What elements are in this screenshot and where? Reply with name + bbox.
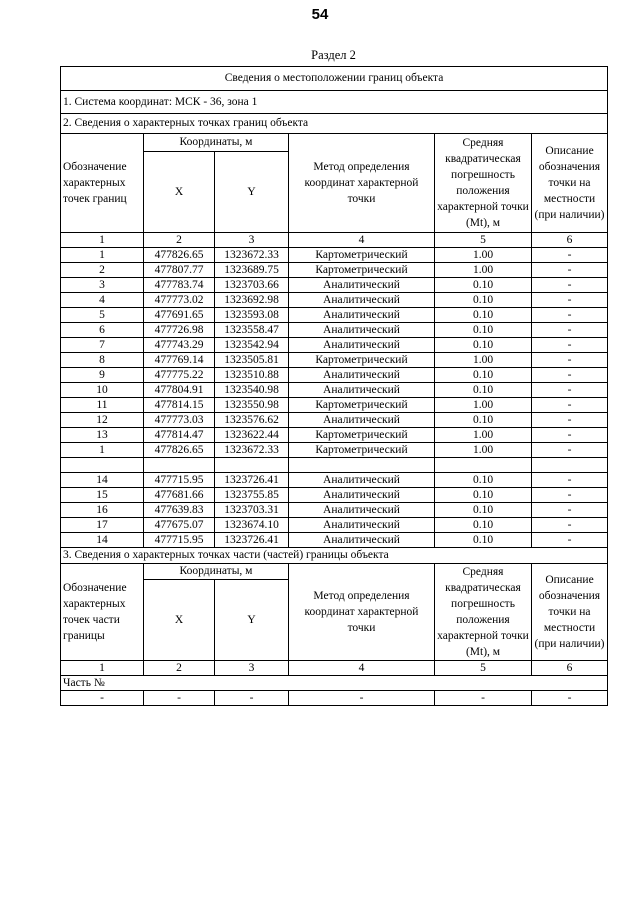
- column-numbers-row: [61, 233, 608, 248]
- point-number: 12: [61, 413, 144, 428]
- method: Картометрический: [289, 443, 435, 458]
- coord-y: 1323703.31: [215, 503, 289, 518]
- description: -: [532, 518, 608, 533]
- coord-x: 477691.65: [144, 308, 215, 323]
- coord-x: 477743.29: [144, 338, 215, 353]
- description: -: [532, 338, 608, 353]
- error: 0.10: [435, 518, 532, 533]
- error: 1.00: [435, 263, 532, 278]
- coord-x: 477783.74: [144, 278, 215, 293]
- point-number: 5: [61, 308, 144, 323]
- method: Аналитический: [289, 383, 435, 398]
- coord-y: 1323622.44: [215, 428, 289, 443]
- column-number: 2: [144, 661, 215, 676]
- point-number: 14: [61, 533, 144, 548]
- section3-title: 3. Сведения о характерных точках части (частей) границы объекта: [61, 548, 608, 564]
- coord-y: 1323672.33: [215, 248, 289, 263]
- header-description: Описание обозначения точки на местности (при наличии): [532, 134, 608, 233]
- header-designation-parts: Обозначение характерных точек части границы: [61, 564, 144, 661]
- point-number: 11: [61, 398, 144, 413]
- table-row: [61, 413, 608, 428]
- point-number: 2: [61, 263, 144, 278]
- description: -: [532, 443, 608, 458]
- description: -: [532, 533, 608, 548]
- error: 0.10: [435, 488, 532, 503]
- error: 0.10: [435, 413, 532, 428]
- column-number: 6: [532, 233, 608, 248]
- method: Картометрический: [289, 263, 435, 278]
- point-number: 6: [61, 323, 144, 338]
- description: -: [532, 293, 608, 308]
- method: Аналитический: [289, 323, 435, 338]
- error: 1.00: [435, 398, 532, 413]
- column-number: 5: [435, 661, 532, 676]
- description: -: [532, 488, 608, 503]
- coord-y: 1323576.62: [215, 413, 289, 428]
- coord-y: 1323726.41: [215, 473, 289, 488]
- coord-x: 477773.02: [144, 293, 215, 308]
- table-row: [61, 278, 608, 293]
- method: Аналитический: [289, 473, 435, 488]
- column-number: 1: [61, 233, 144, 248]
- table-title: Сведения о местоположении границ объекта: [61, 67, 608, 91]
- error: 0.10: [435, 293, 532, 308]
- description: -: [532, 353, 608, 368]
- error: 1.00: [435, 248, 532, 263]
- description: -: [532, 383, 608, 398]
- coord-y: 1323593.08: [215, 308, 289, 323]
- table-row: [61, 503, 608, 518]
- coord-y: 1323550.98: [215, 398, 289, 413]
- description: -: [532, 308, 608, 323]
- method: Аналитический: [289, 368, 435, 383]
- error: 0.10: [435, 503, 532, 518]
- method: Картометрический: [289, 353, 435, 368]
- column-number: 2: [144, 233, 215, 248]
- spacer-row: [61, 458, 608, 473]
- description: -: [532, 428, 608, 443]
- table-row: [61, 368, 608, 383]
- table-row: [61, 473, 608, 488]
- part-label: Часть №: [61, 676, 608, 691]
- part-cell: -: [215, 691, 289, 706]
- coord-y: 1323703.66: [215, 278, 289, 293]
- coord-x: 477775.22: [144, 368, 215, 383]
- coord-x: 477726.98: [144, 323, 215, 338]
- part-cell: -: [289, 691, 435, 706]
- coord-y: 1323542.94: [215, 338, 289, 353]
- table-row: [61, 338, 608, 353]
- part-cell: -: [144, 691, 215, 706]
- boundary-table: [60, 66, 608, 706]
- column-number: 4: [289, 661, 435, 676]
- coord-x: 477814.47: [144, 428, 215, 443]
- point-number: 3: [61, 278, 144, 293]
- table-row: [61, 308, 608, 323]
- method: Аналитический: [289, 413, 435, 428]
- method: Аналитический: [289, 518, 435, 533]
- part-cell: -: [61, 691, 144, 706]
- method: Аналитический: [289, 278, 435, 293]
- header-x-parts: X: [144, 580, 215, 661]
- coord-x: 477826.65: [144, 248, 215, 263]
- table-row: [61, 323, 608, 338]
- table-row: [61, 248, 608, 263]
- method: Аналитический: [289, 338, 435, 353]
- table-row: [61, 518, 608, 533]
- header-coords: Координаты, м: [144, 134, 289, 152]
- description: -: [532, 413, 608, 428]
- error: 0.10: [435, 533, 532, 548]
- description: -: [532, 503, 608, 518]
- coord-x: 477681.66: [144, 488, 215, 503]
- coord-y: 1323674.10: [215, 518, 289, 533]
- header-designation: Обозначение характерных точек границ: [61, 134, 144, 233]
- error: 0.10: [435, 308, 532, 323]
- column-number: 3: [215, 661, 289, 676]
- error: 0.10: [435, 368, 532, 383]
- coord-x: 477826.65: [144, 443, 215, 458]
- error: 0.10: [435, 383, 532, 398]
- description: -: [532, 473, 608, 488]
- point-number: 14: [61, 473, 144, 488]
- column-number: 6: [532, 661, 608, 676]
- column-number: 1: [61, 661, 144, 676]
- table-row: [61, 383, 608, 398]
- method: Аналитический: [289, 533, 435, 548]
- table-row: [61, 428, 608, 443]
- description: -: [532, 368, 608, 383]
- page-number: 54: [311, 6, 329, 23]
- method: Аналитический: [289, 308, 435, 323]
- part-cell: -: [532, 691, 608, 706]
- coordinate-system: 1. Система координат: МСК - 36, зона 1: [61, 91, 608, 114]
- point-number: 4: [61, 293, 144, 308]
- point-number: 10: [61, 383, 144, 398]
- error: 1.00: [435, 428, 532, 443]
- point-number: 9: [61, 368, 144, 383]
- error: 0.10: [435, 473, 532, 488]
- coord-y: 1323672.33: [215, 443, 289, 458]
- header-method-parts: Метод определения координат характерной точки: [289, 564, 435, 661]
- method: Аналитический: [289, 488, 435, 503]
- point-number: 8: [61, 353, 144, 368]
- column-number: 4: [289, 233, 435, 248]
- coord-y: 1323540.98: [215, 383, 289, 398]
- section2-title: 2. Сведения о характерных точках границ объекта: [61, 114, 608, 134]
- coord-y: 1323505.81: [215, 353, 289, 368]
- coord-y: 1323558.47: [215, 323, 289, 338]
- description: -: [532, 278, 608, 293]
- table-row: [61, 443, 608, 458]
- header-coords-parts: Координаты, м: [144, 564, 289, 580]
- point-number: 7: [61, 338, 144, 353]
- error: 1.00: [435, 353, 532, 368]
- error: 0.10: [435, 323, 532, 338]
- error: 0.10: [435, 278, 532, 293]
- table-row: [61, 398, 608, 413]
- coord-x: 477769.14: [144, 353, 215, 368]
- column-number: 3: [215, 233, 289, 248]
- error: 0.10: [435, 338, 532, 353]
- part-cell: -: [435, 691, 532, 706]
- point-number: 1: [61, 248, 144, 263]
- description: -: [532, 323, 608, 338]
- header-description-parts: Описание обозначения точки на местности (при наличии): [532, 564, 608, 661]
- method: Аналитический: [289, 503, 435, 518]
- coord-x: 477773.03: [144, 413, 215, 428]
- table-row: [61, 293, 608, 308]
- error: 1.00: [435, 443, 532, 458]
- header-x: X: [144, 152, 215, 233]
- description: -: [532, 248, 608, 263]
- description: -: [532, 398, 608, 413]
- header-y: Y: [215, 152, 289, 233]
- method: Аналитический: [289, 293, 435, 308]
- coord-x: 477804.91: [144, 383, 215, 398]
- coord-x: 477814.15: [144, 398, 215, 413]
- coord-x: 477675.07: [144, 518, 215, 533]
- coord-x: 477715.95: [144, 533, 215, 548]
- point-number: 16: [61, 503, 144, 518]
- column-numbers-row: [61, 661, 608, 676]
- header-method: Метод определения координат характерной точки: [289, 134, 435, 233]
- table-row: [61, 533, 608, 548]
- coord-x: 477807.77: [144, 263, 215, 278]
- coord-y: 1323510.88: [215, 368, 289, 383]
- method: Картометрический: [289, 248, 435, 263]
- point-number: 1: [61, 443, 144, 458]
- coord-x: 477639.83: [144, 503, 215, 518]
- point-number: 17: [61, 518, 144, 533]
- header-error-parts: Средняя квадратическая погрешность положения характерной точки (Mt), м: [435, 564, 532, 661]
- coord-y: 1323689.75: [215, 263, 289, 278]
- coord-y: 1323726.41: [215, 533, 289, 548]
- section-label: Раздел 2: [311, 48, 356, 62]
- point-number: 15: [61, 488, 144, 503]
- description: -: [532, 263, 608, 278]
- method: Картометрический: [289, 428, 435, 443]
- coord-y: 1323692.98: [215, 293, 289, 308]
- table-row: [61, 263, 608, 278]
- coord-x: 477715.95: [144, 473, 215, 488]
- table-row: [61, 488, 608, 503]
- part-row: [61, 691, 608, 706]
- header-error: Средняя квадратическая погрешность положения характерной точки (Mt), м: [435, 134, 532, 233]
- point-number: 13: [61, 428, 144, 443]
- coord-y: 1323755.85: [215, 488, 289, 503]
- method: Картометрический: [289, 398, 435, 413]
- table-row: [61, 353, 608, 368]
- column-number: 5: [435, 233, 532, 248]
- header-y-parts: Y: [215, 580, 289, 661]
